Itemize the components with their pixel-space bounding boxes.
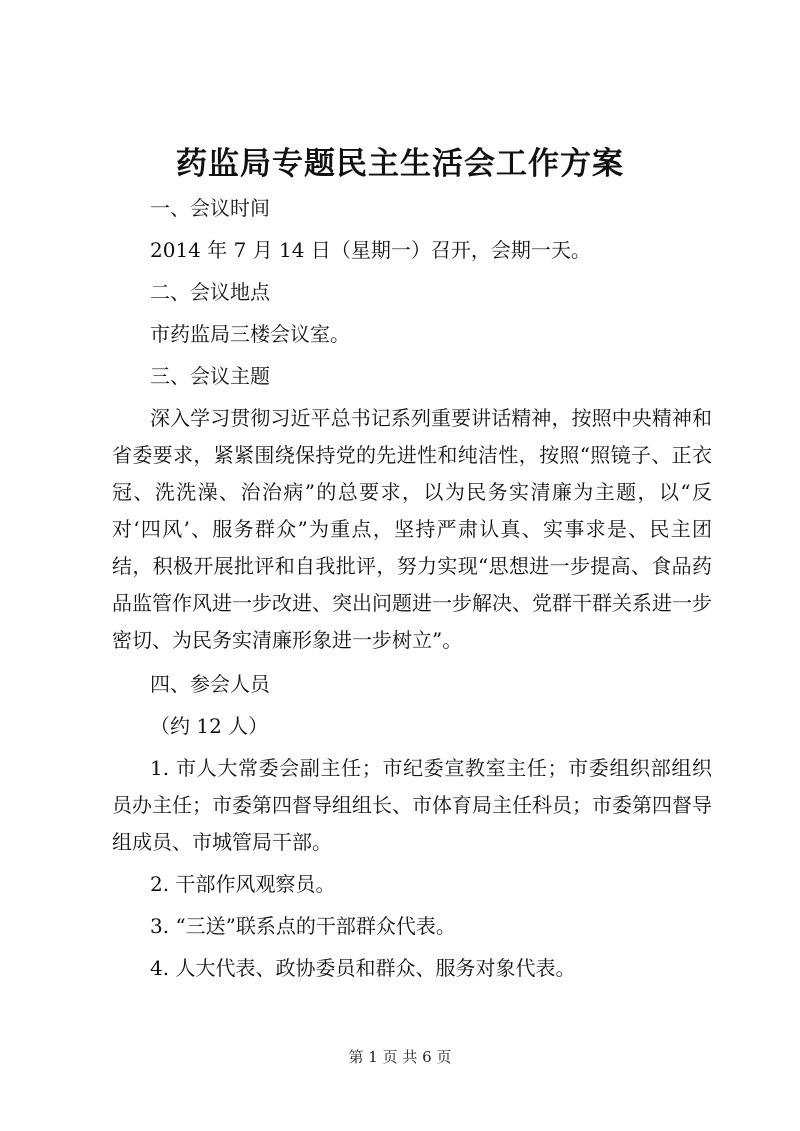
section-body-time: 2014 年 7 月 14 日（星期一）召开，会期一天。 [150,238,591,262]
section-heading-attendees: 四、参会人员 [150,672,270,696]
section-body-theme: 深入学习贯彻习近平总书记系列重要讲话精神，按照中央精神和省委要求，紧紧围绕保持党的先进性和纯洁性，按照“照镜子、正衣冠、洗洗澡、治治病”的总要求，以为民务实清廉为主题，以“反对‘四风’、服务群众”为重点，坚持严肃认真、实事求是、民主团结，积极开展批评和自我批评，努力实现“思想进一步提高、食品药品监管作风进一步改进、突出问题进一步解决、党群干群关系进一步密切、为民务实清廉形象进一步树立”。 [112,406,712,652]
attendee-item-2: 2. 干部作风观察员。 [150,872,336,896]
section-body-location: 市药监局三楼会议室。 [150,322,350,346]
attendee-item-1: 1. 市人大常委会副主任；市纪委宣教室主任；市委组织部组织员办主任；市委第四督导组组长、市体育局主任科员；市委第四督导组成员、市城管局干部。 [112,756,712,854]
document-body [112,190,712,987]
page-number-footer: 第 1 页 共 6 页 [348,1048,452,1066]
section-heading-time: 一、会议时间 [150,196,270,220]
attendee-count-note: （约 12 人） [150,714,269,738]
attendee-item-3: 3. “三送”联系点的干部群众代表。 [150,914,456,938]
section-heading-location: 二、会议地点 [150,280,270,304]
attendee-item-4: 4. 人大代表、政协委员和群众、服务对象代表。 [150,956,576,980]
section-heading-theme: 三、会议主题 [150,364,270,388]
document-title: 药监局专题民主生活会工作方案 [176,146,624,182]
